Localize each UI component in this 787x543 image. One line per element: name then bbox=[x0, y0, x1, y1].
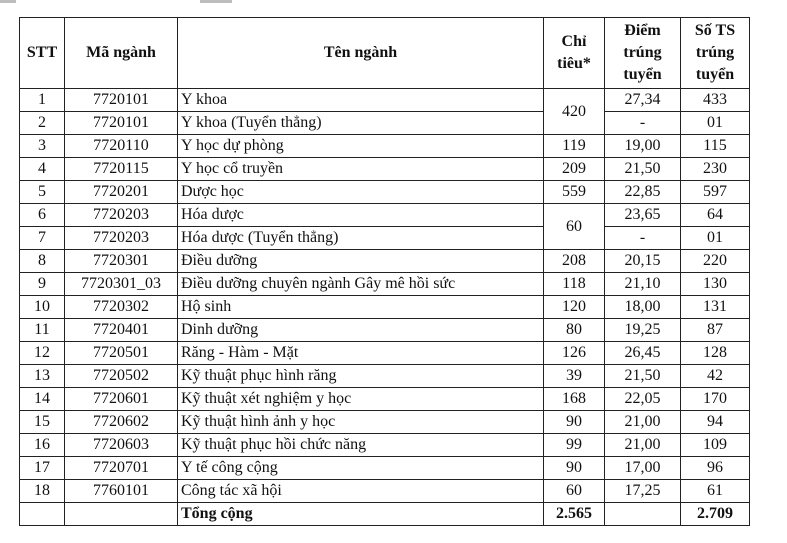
cell-chi-tieu: 120 bbox=[544, 296, 605, 319]
cell-diem: 20,15 bbox=[605, 250, 681, 273]
cell-diem: 22,85 bbox=[605, 181, 681, 204]
cell-stt: 15 bbox=[20, 411, 65, 434]
table-row bbox=[20, 112, 750, 135]
table-row bbox=[20, 89, 750, 112]
cell-stt: 13 bbox=[20, 365, 65, 388]
cell-ma-nganh: 7720302 bbox=[65, 296, 178, 319]
cell-diem-empty bbox=[605, 503, 681, 526]
cell-chi-tieu: 208 bbox=[544, 250, 605, 273]
table-row bbox=[20, 158, 750, 181]
cell-chi-tieu: 168 bbox=[544, 388, 605, 411]
cell-so-ts: 94 bbox=[681, 411, 750, 434]
header-chi-tieu-line1: Chỉ bbox=[561, 33, 587, 50]
cell-so-ts: 220 bbox=[681, 250, 750, 273]
cell-diem: 27,34 bbox=[605, 89, 681, 112]
cell-ten-nganh: Y học cổ truyền bbox=[178, 158, 544, 181]
table-row bbox=[20, 135, 750, 158]
cell-chi-tieu: 39 bbox=[544, 365, 605, 388]
total-row bbox=[20, 503, 750, 526]
cell-diem: 18,00 bbox=[605, 296, 681, 319]
header-diem-line3: tuyển bbox=[623, 66, 662, 83]
table-row bbox=[20, 342, 750, 365]
cell-diem: 21,10 bbox=[605, 273, 681, 296]
cell-ma-nganh: 7760101 bbox=[65, 480, 178, 503]
header-chi-tieu-line2: tiêu* bbox=[557, 55, 591, 72]
cell-ma-nganh: 7720101 bbox=[65, 112, 178, 135]
cell-so-ts: 597 bbox=[681, 181, 750, 204]
cell-ten-nganh: Hộ sinh bbox=[178, 296, 544, 319]
table-row bbox=[20, 411, 750, 434]
cell-so-ts: 109 bbox=[681, 434, 750, 457]
cell-ten-nganh: Hóa dược bbox=[178, 204, 544, 227]
admission-results-table bbox=[19, 17, 750, 526]
cell-so-ts: 64 bbox=[681, 204, 750, 227]
cell-stt: 4 bbox=[20, 158, 65, 181]
cell-diem: 21,00 bbox=[605, 411, 681, 434]
cell-ma-empty bbox=[65, 503, 178, 526]
cell-ma-nganh: 7720701 bbox=[65, 457, 178, 480]
cell-ten-nganh: Y khoa bbox=[178, 89, 544, 112]
cell-diem: 19,25 bbox=[605, 319, 681, 342]
cell-ma-nganh: 7720110 bbox=[65, 135, 178, 158]
cell-ma-nganh: 7720602 bbox=[65, 411, 178, 434]
cell-ten-nganh: Công tác xã hội bbox=[178, 480, 544, 503]
header-diem-line1: Điểm bbox=[624, 22, 661, 39]
cell-chi-tieu: 99 bbox=[544, 434, 605, 457]
cell-ma-nganh: 7720401 bbox=[65, 319, 178, 342]
cell-ten-nganh: Răng - Hàm - Mặt bbox=[178, 342, 544, 365]
header-diem bbox=[605, 18, 681, 89]
cell-chi-tieu: 559 bbox=[544, 181, 605, 204]
cell-ma-nganh: 7720203 bbox=[65, 227, 178, 250]
header-ma-nganh: Mã ngành bbox=[65, 18, 178, 89]
header-ten-nganh: Tên ngành bbox=[178, 18, 544, 89]
cell-ten-nganh: Dinh dưỡng bbox=[178, 319, 544, 342]
cell-chi-tieu: 80 bbox=[544, 319, 605, 342]
cell-so-ts: 87 bbox=[681, 319, 750, 342]
cell-diem: 21,50 bbox=[605, 158, 681, 181]
cell-chi-tieu: 209 bbox=[544, 158, 605, 181]
cell-stt: 14 bbox=[20, 388, 65, 411]
cell-so-ts: 230 bbox=[681, 158, 750, 181]
header-so-ts-line1: Số TS bbox=[694, 22, 736, 39]
cell-ma-nganh: 7720203 bbox=[65, 204, 178, 227]
cell-so-ts: 115 bbox=[681, 135, 750, 158]
header-row bbox=[20, 18, 750, 89]
cell-diem: 23,65 bbox=[605, 204, 681, 227]
total-label: Tổng cộng bbox=[178, 503, 544, 526]
cell-stt: 5 bbox=[20, 181, 65, 204]
cell-diem: 22,05 bbox=[605, 388, 681, 411]
table-row bbox=[20, 480, 750, 503]
table-row bbox=[20, 273, 750, 296]
cell-stt: 8 bbox=[20, 250, 65, 273]
cell-stt: 16 bbox=[20, 434, 65, 457]
cell-stt: 9 bbox=[20, 273, 65, 296]
header-so-ts-line3: tuyển bbox=[695, 66, 735, 83]
cell-ma-nganh: 7720201 bbox=[65, 181, 178, 204]
cell-so-ts: 96 bbox=[681, 457, 750, 480]
header-stt: STT bbox=[20, 18, 65, 89]
table-row bbox=[20, 204, 750, 227]
cell-ten-nganh: Y khoa (Tuyển thẳng) bbox=[178, 112, 544, 135]
cell-diem: - bbox=[605, 112, 681, 135]
table-row bbox=[20, 250, 750, 273]
cell-stt: 1 bbox=[20, 89, 65, 112]
cell-ma-nganh: 7720115 bbox=[65, 158, 178, 181]
cell-ma-nganh: 7720301_03 bbox=[65, 273, 178, 296]
cell-ten-nganh: Kỹ thuật phục hình răng bbox=[178, 365, 544, 388]
header-diem-line2: trúng bbox=[623, 44, 662, 61]
cell-ten-nganh: Y học dự phòng bbox=[178, 135, 544, 158]
cell-ten-nganh: Dược học bbox=[178, 181, 544, 204]
cell-ma-nganh: 7720501 bbox=[65, 342, 178, 365]
cell-stt: 3 bbox=[20, 135, 65, 158]
total-chi-tieu: 2.565 bbox=[544, 503, 605, 526]
cell-stt: 18 bbox=[20, 480, 65, 503]
cell-ten-nganh: Kỹ thuật hình ảnh y học bbox=[178, 411, 544, 434]
header-so-ts bbox=[681, 18, 750, 89]
cell-ma-nganh: 7720601 bbox=[65, 388, 178, 411]
cell-chi-tieu: 118 bbox=[544, 273, 605, 296]
cell-so-ts: 131 bbox=[681, 296, 750, 319]
top-edge-artifact bbox=[0, 0, 787, 4]
cell-stt: 11 bbox=[20, 319, 65, 342]
cell-ten-nganh: Y tế công cộng bbox=[178, 457, 544, 480]
cell-so-ts: 170 bbox=[681, 388, 750, 411]
table-row bbox=[20, 365, 750, 388]
cell-ma-nganh: 7720301 bbox=[65, 250, 178, 273]
cell-diem: 17,25 bbox=[605, 480, 681, 503]
cell-stt: 6 bbox=[20, 204, 65, 227]
cell-ten-nganh: Điều dưỡng bbox=[178, 250, 544, 273]
header-chi-tieu bbox=[544, 18, 605, 89]
cell-ten-nganh: Hóa dược (Tuyển thẳng) bbox=[178, 227, 544, 250]
cell-ten-nganh: Kỹ thuật xét nghiệm y học bbox=[178, 388, 544, 411]
cell-chi-tieu: 119 bbox=[544, 135, 605, 158]
cell-chi-tieu: 90 bbox=[544, 411, 605, 434]
cell-chi-tieu: 90 bbox=[544, 457, 605, 480]
table-row bbox=[20, 181, 750, 204]
cell-diem: 17,00 bbox=[605, 457, 681, 480]
cell-so-ts: 01 bbox=[681, 227, 750, 250]
cell-ten-nganh: Điều dưỡng chuyên ngành Gây mê hồi sức bbox=[178, 273, 544, 296]
cell-chi-tieu: 126 bbox=[544, 342, 605, 365]
table-row bbox=[20, 388, 750, 411]
table-row bbox=[20, 434, 750, 457]
cell-chi-tieu-merged: 420 bbox=[544, 89, 605, 135]
cell-so-ts: 130 bbox=[681, 273, 750, 296]
cell-ma-nganh: 7720101 bbox=[65, 89, 178, 112]
cell-stt: 2 bbox=[20, 112, 65, 135]
cell-ten-nganh: Kỹ thuật phục hồi chức năng bbox=[178, 434, 544, 457]
header-so-ts-line2: trúng bbox=[695, 44, 735, 61]
cell-so-ts: 128 bbox=[681, 342, 750, 365]
cell-stt: 10 bbox=[20, 296, 65, 319]
cell-chi-tieu: 60 bbox=[544, 480, 605, 503]
cell-so-ts: 42 bbox=[681, 365, 750, 388]
cell-diem: 21,50 bbox=[605, 365, 681, 388]
table-row bbox=[20, 319, 750, 342]
cell-stt: 7 bbox=[20, 227, 65, 250]
cell-chi-tieu-merged: 60 bbox=[544, 204, 605, 250]
cell-diem: - bbox=[605, 227, 681, 250]
cell-stt: 17 bbox=[20, 457, 65, 480]
table-row bbox=[20, 227, 750, 250]
cell-stt: 12 bbox=[20, 342, 65, 365]
cell-ma-nganh: 7720603 bbox=[65, 434, 178, 457]
cell-so-ts: 61 bbox=[681, 480, 750, 503]
cell-diem: 21,00 bbox=[605, 434, 681, 457]
cell-stt-empty bbox=[20, 503, 65, 526]
cell-diem: 26,45 bbox=[605, 342, 681, 365]
total-so-ts: 2.709 bbox=[681, 503, 750, 526]
cell-so-ts: 01 bbox=[681, 112, 750, 135]
table-row bbox=[20, 296, 750, 319]
cell-diem: 19,00 bbox=[605, 135, 681, 158]
table-row bbox=[20, 457, 750, 480]
cell-ma-nganh: 7720502 bbox=[65, 365, 178, 388]
cell-so-ts: 433 bbox=[681, 89, 750, 112]
